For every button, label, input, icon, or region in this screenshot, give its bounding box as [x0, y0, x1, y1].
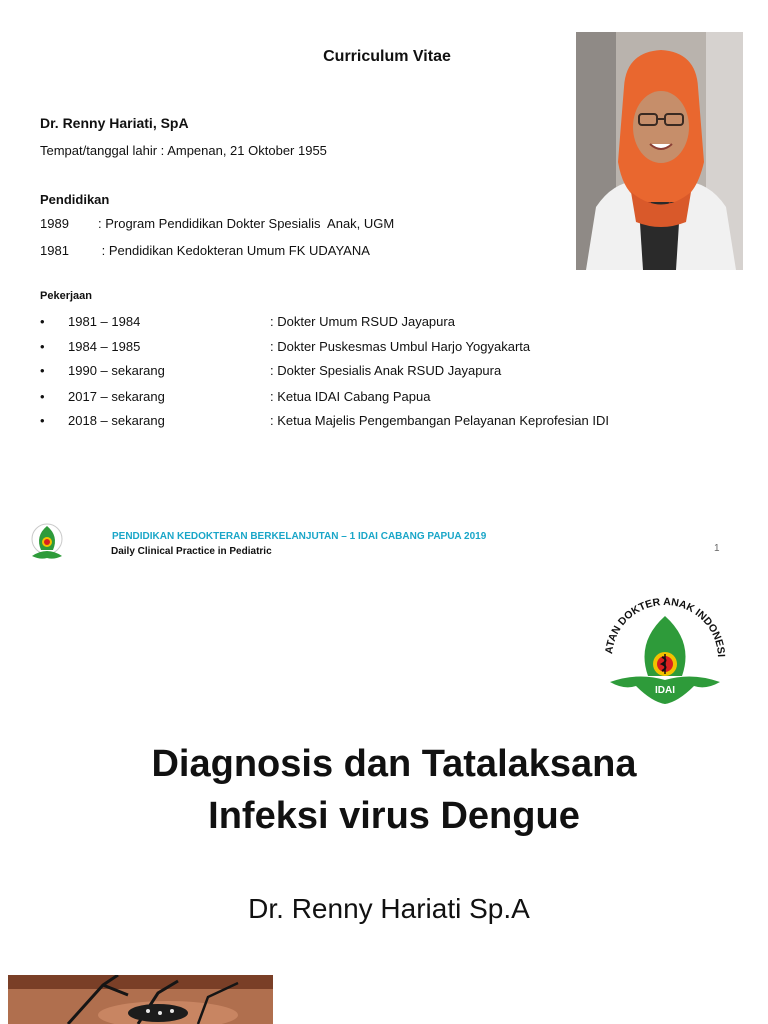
mosquito-photo-image	[8, 975, 273, 1024]
education-item	[40, 243, 370, 258]
birth-info: Tempat/tanggal lahir : Ampenan, 21 Oktober 1955	[40, 143, 327, 158]
footer-subtitle: Daily Clinical Practice in Pediatric	[111, 546, 272, 557]
education-text: : Program Pendidikan Dokter Spesialis Anak, UGM	[98, 216, 395, 231]
work-item	[40, 363, 501, 378]
education-item	[40, 216, 394, 231]
work-period: 2018 – sekarang	[68, 413, 165, 428]
work-item	[40, 339, 530, 354]
cv-title: Curriculum Vitae	[323, 48, 451, 65]
work-heading: Pekerjaan	[40, 290, 92, 302]
page-number: 1	[714, 543, 720, 554]
logo-ring-text: ATAN DOKTER ANAK INDONESI	[603, 595, 728, 658]
work-text: : Dokter Spesialis Anak RSUD Jayapura	[270, 363, 502, 378]
portrait-photo-image	[576, 32, 743, 270]
work-item	[40, 389, 430, 404]
work-text: : Dokter Umum RSUD Jayapura	[270, 314, 455, 329]
work-period: 1981 – 1984	[68, 314, 141, 329]
work-text: : Ketua Majelis Pengembangan Pelayanan Keprofesian IDI	[270, 413, 609, 428]
doctor-name: Dr. Renny Hariati, SpA	[40, 115, 189, 131]
footer-idai-logo-icon	[28, 522, 66, 566]
bullet: •	[40, 339, 45, 354]
bullet: •	[40, 389, 45, 404]
work-period: 1990 – sekarang	[68, 363, 165, 378]
work-text: : Ketua IDAI Cabang Papua	[270, 389, 431, 404]
education-year: 1981	[40, 243, 69, 258]
presenter-name: Dr. Renny Hariati Sp.A	[248, 893, 530, 924]
idai-logo-icon	[598, 594, 732, 708]
work-item	[40, 413, 609, 428]
education-year: 1989	[40, 216, 69, 231]
presentation-title	[0, 738, 768, 842]
mosquito-photo	[8, 975, 273, 1024]
work-period: 2017 – sekarang	[68, 389, 165, 404]
title-line-1: Diagnosis dan Tatalaksana	[151, 743, 637, 785]
footer-event-title: PENDIDIKAN KEDOKTERAN BERKELANJUTAN – 1 IDAI CABANG PAPUA 2019	[112, 531, 487, 542]
bullet: •	[40, 314, 45, 329]
education-heading: Pendidikan	[40, 192, 110, 207]
logo-badge-text: IDAI	[655, 685, 675, 696]
portrait-photo	[576, 32, 743, 270]
bullet: •	[40, 413, 45, 428]
idai-logo	[598, 594, 732, 708]
work-text: : Dokter Puskesmas Umbul Harjo Yogyakarta	[270, 339, 531, 354]
work-period: 1984 – 1985	[68, 339, 141, 354]
education-text: : Pendidikan Kedokteran Umum FK UDAYANA	[98, 243, 370, 258]
title-line-2: Infeksi virus Dengue	[208, 795, 580, 837]
work-item	[40, 314, 455, 329]
bullet: •	[40, 363, 45, 378]
